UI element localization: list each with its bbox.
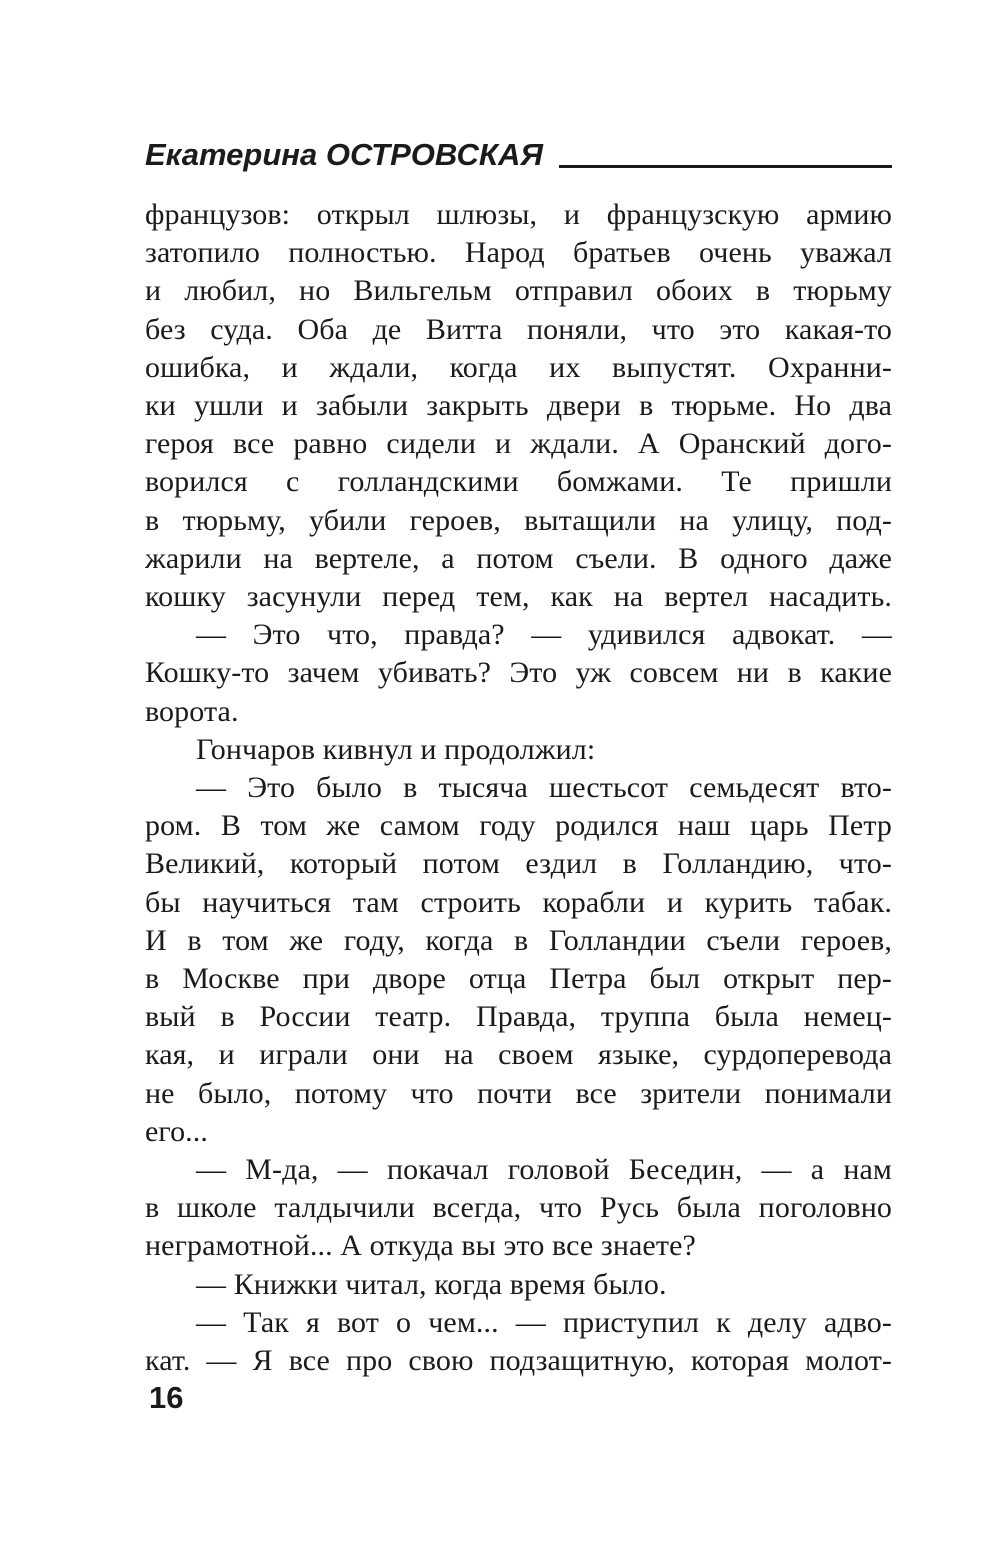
text-line: без суда. Оба де Витта поняли, что это какая-то (145, 312, 892, 346)
text-line: в школе талдычили всегда, что Русь была поголовно (145, 1191, 892, 1225)
text-line: ошибка, и ждали, когда их выпустят. Охранни- (145, 350, 892, 384)
text-line: неграмотной... А откуда вы это все знаете? (145, 1229, 696, 1263)
paragraph (145, 769, 892, 1151)
text-line: — Это что, правда? — удивился адвокат. — (196, 618, 892, 652)
text-line: — М-да, — покачал головой Беседин, — а нам (196, 1153, 892, 1187)
paragraph (145, 731, 892, 769)
text-line: в Москве при дворе отца Петра был открыт пер- (145, 962, 892, 996)
text-line: Гончаров кивнул и продолжил: (196, 732, 596, 766)
text-line: — Так я вот о чем... — приступил к делу адво- (196, 1305, 892, 1339)
paragraph (145, 196, 892, 616)
page-number: 16 (149, 1380, 184, 1415)
text-line: жарили на вертеле, а потом съели. В одного даже (145, 541, 892, 575)
text-line: его... (145, 1114, 208, 1148)
text-line: бы научиться там строить корабли и курить табак. (145, 885, 892, 919)
text-line: ворился с голландскими бомжами. Те пришли (145, 465, 892, 499)
text-line: вый в России театр. Правда, труппа была немец- (145, 1000, 892, 1034)
text-line: героя все равно сидели и ждали. А Оранский дого- (145, 427, 892, 461)
text-line: затопило полностью. Народ братьев очень уважал (145, 236, 892, 270)
author-name: Екатерина ОСТРОВСКАЯ (145, 137, 543, 172)
text-line: не было, потому что почти все зрители понимали (145, 1076, 892, 1110)
paragraph (145, 1266, 892, 1304)
text-line: кат. — Я все про свою подзащитную, которая молот- (145, 1344, 892, 1378)
text-line: И в том же году, когда в Голландии съели героев, (145, 923, 892, 957)
text-line: ром. В том же самом году родился наш царь Петр (145, 809, 892, 843)
text-line: в тюрьму, убили героев, вытащили на улицу, под- (145, 503, 892, 537)
running-header (145, 138, 892, 172)
text-line: французов: открыл шлюзы, и французскую армию (145, 198, 892, 231)
text-line: — Это было в тысяча шестьсот семьдесят вто- (196, 771, 892, 805)
text-line: — Книжки читал, когда время было. (196, 1267, 667, 1301)
body-text (145, 196, 892, 1380)
text-line: Кошку-то зачем убивать? Это уж совсем ни в какие (145, 656, 892, 690)
paragraph (145, 1304, 892, 1380)
text-line: ворота. (145, 694, 239, 728)
paragraph (145, 1151, 892, 1266)
text-line: Великий, который потом ездил в Голландию, что- (145, 847, 892, 881)
paragraph (145, 616, 892, 731)
text-line: кошку засунули перед тем, как на вертел насадить. (145, 580, 892, 614)
text-line: и любил, но Вильгельм отправил обоих в тюрьму (145, 274, 892, 308)
text-line: ки ушли и забыли закрыть двери в тюрьме. Но два (145, 389, 892, 423)
text-line: кая, и играли они на своем языке, сурдоперевода (145, 1038, 892, 1072)
header-rule (559, 165, 892, 168)
